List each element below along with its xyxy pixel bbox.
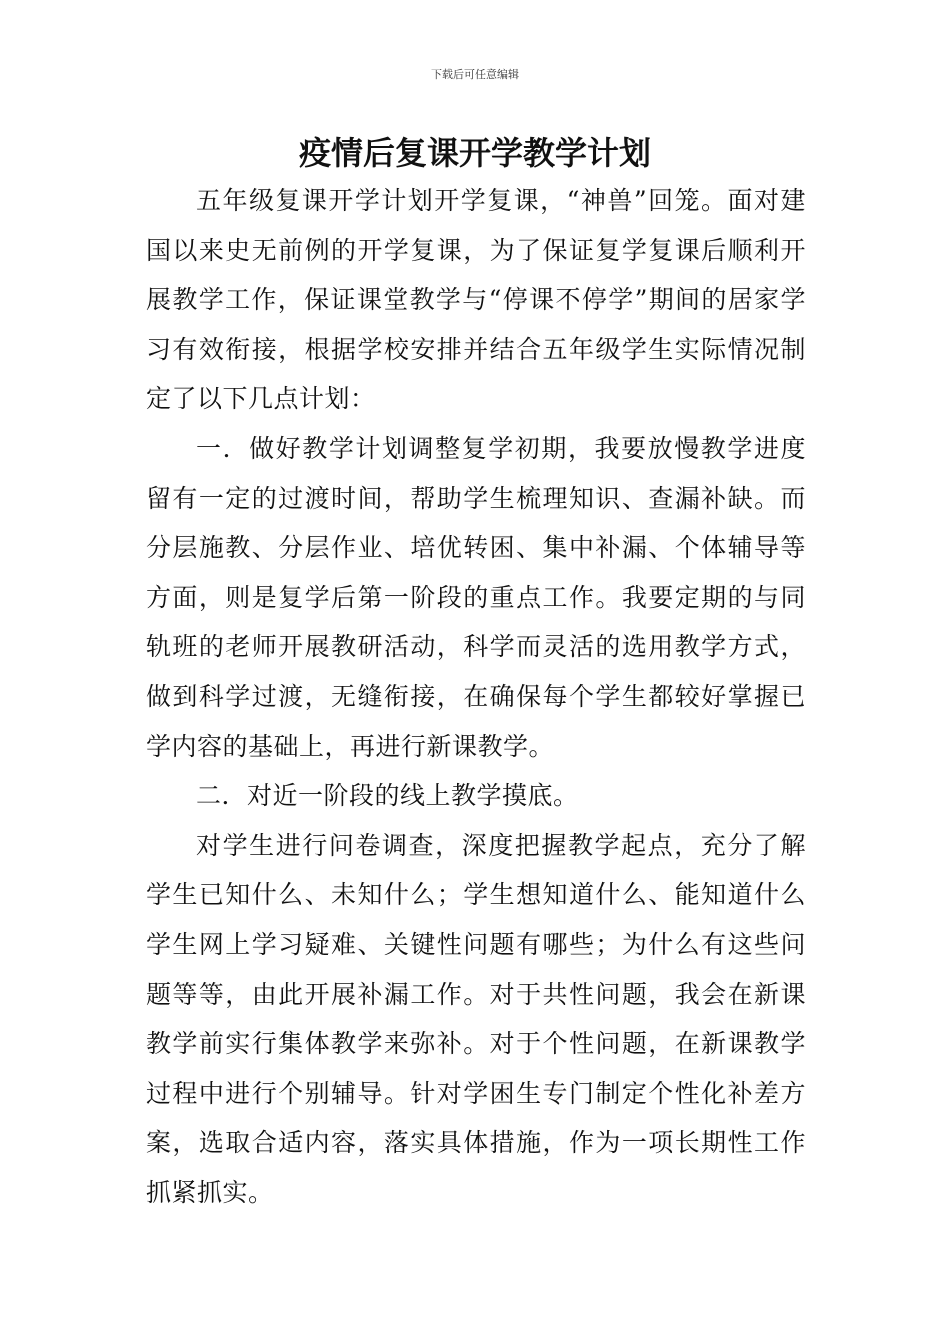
paragraph-section-2-heading: 二．对近一阶段的线上教学摸底。 [196,781,579,811]
paragraph-intro: 五年级复课开学计划开学复课，“神兽”回笼。面对建国以来史无前例的开学复课，为了保证复学复课后顺利开展教学工作，保证课堂教学与“停课不停学”期间的居家学习有效衔接，根据学校安排并结合五年级学生实际情况制定了以下几点计划： [146,186,806,414]
paragraph-section-1: 一．做好教学计划调整复学初期，我要放慢教学进度留有一定的过渡时间，帮助学生梳理知识、查漏补缺。而分层施教、分层作业、培优转困、集中补漏、个体辅导等方面，则是复学后第一阶段的重点工作。我要定期的与同轨班的老师开展教研活动，科学而灵活的选用教学方式，做到科学过渡，无缝衔接，在确保每个学生都较好掌握已学内容的基础上，再进行新课教学。 [146,433,806,761]
document-body [146,176,806,1217]
header-note: 下载后可任意编辑 [431,68,519,81]
document-title: 疫情后复课开学教学计划 [298,134,651,172]
paragraph-section-2-body: 对学生进行问卷调查，深度把握教学起点，充分了解学生已知什么、未知什么；学生想知道什么、能知道什么学生网上学习疑难、关键性问题有哪些；为什么有这些问题等等，由此开展补漏工作。对于共性问题，我会在新课教学前实行集体教学来弥补。对于个性问题，在新课教学过程中进行个别辅导。针对学困生专门制定个性化补差方案，选取合适内容，落实具体措施，作为一项长期性工作抓紧抓实。 [146,830,806,1207]
